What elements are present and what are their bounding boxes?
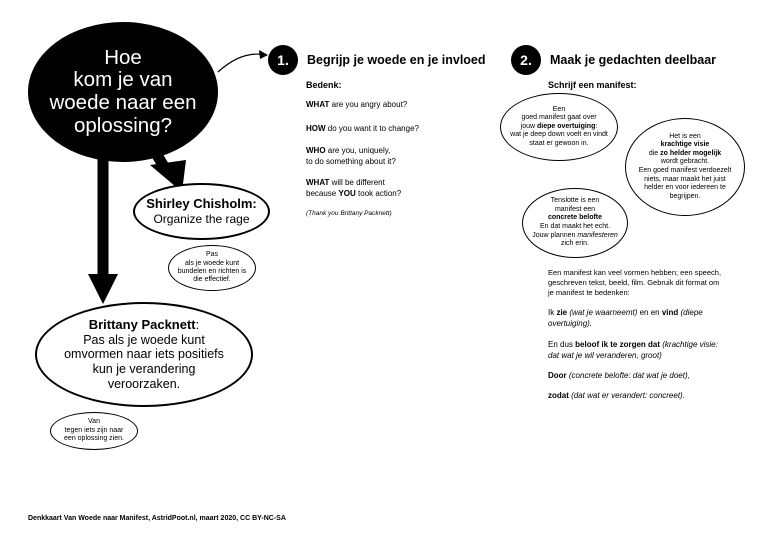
step1-subtitle: Bedenk:	[306, 80, 342, 90]
text-run: Ik	[548, 308, 557, 317]
oval-line	[553, 106, 565, 115]
text-run: manifest een	[554, 205, 596, 213]
text-run: die	[648, 149, 661, 157]
oval-line	[521, 114, 596, 123]
emphasis-italic: (wat je waarneemt)	[567, 308, 638, 317]
oval-line	[639, 167, 732, 176]
step1-thanks: (Thank you Brittany Packnett)	[306, 210, 392, 217]
step1-question	[306, 100, 407, 111]
step1-question	[306, 146, 396, 168]
oval-line	[551, 197, 600, 206]
emphasis-bold: vind	[661, 308, 679, 317]
text-run: zich erin.	[560, 240, 589, 248]
oval-line	[669, 133, 701, 142]
text-run: are you, uniquely,	[325, 146, 391, 155]
main-question-line: woede naar een	[49, 91, 197, 114]
text-run: Jouw plannen	[532, 231, 578, 239]
step1-question	[306, 124, 419, 135]
arrow-bubble-to-step1	[218, 54, 266, 72]
text-run: begrijpen.	[669, 192, 701, 200]
step1-question	[306, 178, 401, 200]
text-run: took action?	[355, 188, 402, 198]
text-run: staat er gewoon in.	[529, 139, 589, 147]
manifest-intro: Een manifest kan veel vormen hebben; een speech, geschreven tekst, beeld, film. Gebruik dit format om je manifest te bedenken:	[548, 268, 722, 298]
emphasis-italic: manifesteren	[577, 231, 618, 239]
arrow-bubble-to-step1-head	[259, 50, 268, 59]
brittany-packnett-oval	[35, 302, 253, 407]
text-run: jouw	[520, 122, 538, 130]
note-line: een oplossing zien.	[64, 435, 124, 443]
oval-line	[661, 141, 710, 150]
brittany-quote-line: veroorzaken.	[107, 376, 181, 391]
brittany-name-text: Brittany Packnett	[88, 317, 196, 333]
shirley-name: Shirley Chisholm:	[146, 195, 257, 211]
emphasis-bold: diepe overtuiging	[537, 122, 596, 130]
emphasis-bold: concrete belofte	[547, 214, 603, 222]
main-question-line: oplossing?	[73, 113, 172, 137]
emphasis-bold: beloof ik te zorgen dat	[575, 340, 661, 349]
oval-line	[521, 123, 598, 132]
emphasis-italic: (dat wat er verandert: concreet).	[568, 391, 685, 400]
emphasis-italic: (krachtige visie: dat wat je wil veranderen, groot)	[548, 340, 718, 360]
manifest-statement	[548, 308, 728, 330]
oval-line	[540, 223, 610, 232]
oval-line	[510, 131, 608, 140]
oval-line	[649, 150, 721, 159]
brittany-quote-line: kun je verandering	[92, 362, 196, 377]
brittany-name-colon: :	[195, 317, 200, 333]
text-run: wat je deep down voelt en vindt	[510, 131, 608, 139]
main-question-line: Hoe	[104, 45, 142, 69]
oval-line	[644, 184, 726, 193]
arrow-to-brittany-head	[88, 274, 118, 304]
text-run: will be different	[329, 178, 385, 187]
note-line: tegen iets zijn naar	[64, 426, 124, 434]
emphasis-bold: krachtige visie	[660, 141, 710, 149]
text-run: En dus	[548, 340, 576, 349]
shirley-chisholm-oval	[133, 183, 270, 240]
manifest-statement	[548, 340, 728, 362]
manifest-promise-oval	[522, 188, 628, 258]
emphasis-bold: zo helder mogelijk	[660, 149, 722, 157]
text-run: Een goed manifest verdoezelt	[638, 167, 732, 174]
text-run: to do something about it?	[306, 156, 396, 166]
text-run: :	[595, 122, 598, 130]
oval-line	[548, 214, 602, 223]
emphasis-bold: zodat	[548, 391, 569, 400]
footer-credit: Denkkaart Van Woede naar Manifest, AstridPoot.nl, maart 2020, CC BY-NC-SA	[28, 515, 286, 522]
oval-line	[529, 140, 588, 149]
text-run: Tenslotte is een	[550, 197, 600, 205]
text-run: en en	[637, 308, 662, 317]
emphasis-bold: zie	[556, 308, 568, 317]
text-run: wordt gebracht.	[660, 158, 710, 166]
manifest-statement	[548, 371, 728, 382]
brittany-quote-line: omvormen naar iets positiefs	[64, 347, 224, 362]
step2-number-badge: 2.	[511, 45, 541, 75]
main-question-bubble	[28, 22, 218, 162]
emphasis-bold: YOU	[338, 188, 356, 198]
emphasis-bold: WHAT	[306, 178, 330, 187]
text-run: niets, maar maakt het juist	[644, 175, 726, 183]
note-line: Van	[88, 418, 100, 426]
emphasis-bold: WHO	[306, 146, 326, 155]
text-run: En dat maakt het echt.	[539, 223, 611, 230]
text-run: goed manifest gaat over	[521, 114, 597, 122]
manifest-statement	[548, 391, 728, 402]
emphasis-bold: Door	[548, 371, 567, 380]
emphasis-italic: (diepe overtuiging).	[548, 308, 703, 328]
main-question-line: kom je van	[73, 68, 173, 92]
text-run: helder en voor iedereen te	[644, 184, 726, 192]
note-line: die effectief.	[193, 276, 231, 284]
note-oplossing-oval	[50, 412, 138, 450]
step1-number-badge: 1.	[268, 45, 298, 75]
main-question-text	[43, 47, 203, 137]
brittany-name	[89, 317, 200, 332]
step1-title: Begrijp je woede en je invloed	[307, 53, 486, 67]
step2-title: Maak je gedachten deelbaar	[550, 53, 717, 67]
text-run: because	[306, 188, 339, 198]
emphasis-bold: HOW	[306, 124, 326, 133]
shirley-quote: Organize the rage	[153, 212, 250, 227]
text-run: are you angry about?	[329, 100, 408, 109]
text-run: Het is een	[669, 132, 701, 140]
brittany-quote-line: Pas als je woede kunt	[83, 332, 205, 347]
note-line: Pas	[205, 251, 219, 259]
emphasis-bold: WHAT	[306, 100, 330, 109]
oval-line	[555, 206, 595, 215]
text-run: do you want it to change?	[325, 124, 419, 133]
note-bundelen-oval	[168, 245, 256, 291]
note-line: bundelen en richten is	[177, 268, 247, 275]
step2-subtitle: Schrijf een manifest:	[548, 80, 637, 90]
manifest-vision-oval	[625, 118, 745, 216]
oval-line	[532, 232, 618, 241]
oval-line	[644, 176, 726, 185]
oval-line	[670, 193, 701, 202]
manifest-conviction-oval	[500, 93, 618, 161]
text-run: Een	[552, 105, 566, 113]
note-line: als je woede kunt	[184, 259, 240, 267]
oval-line	[661, 158, 709, 167]
emphasis-italic: (concrete belofte: dat wat je doet),	[566, 371, 690, 380]
oval-line	[561, 240, 589, 249]
